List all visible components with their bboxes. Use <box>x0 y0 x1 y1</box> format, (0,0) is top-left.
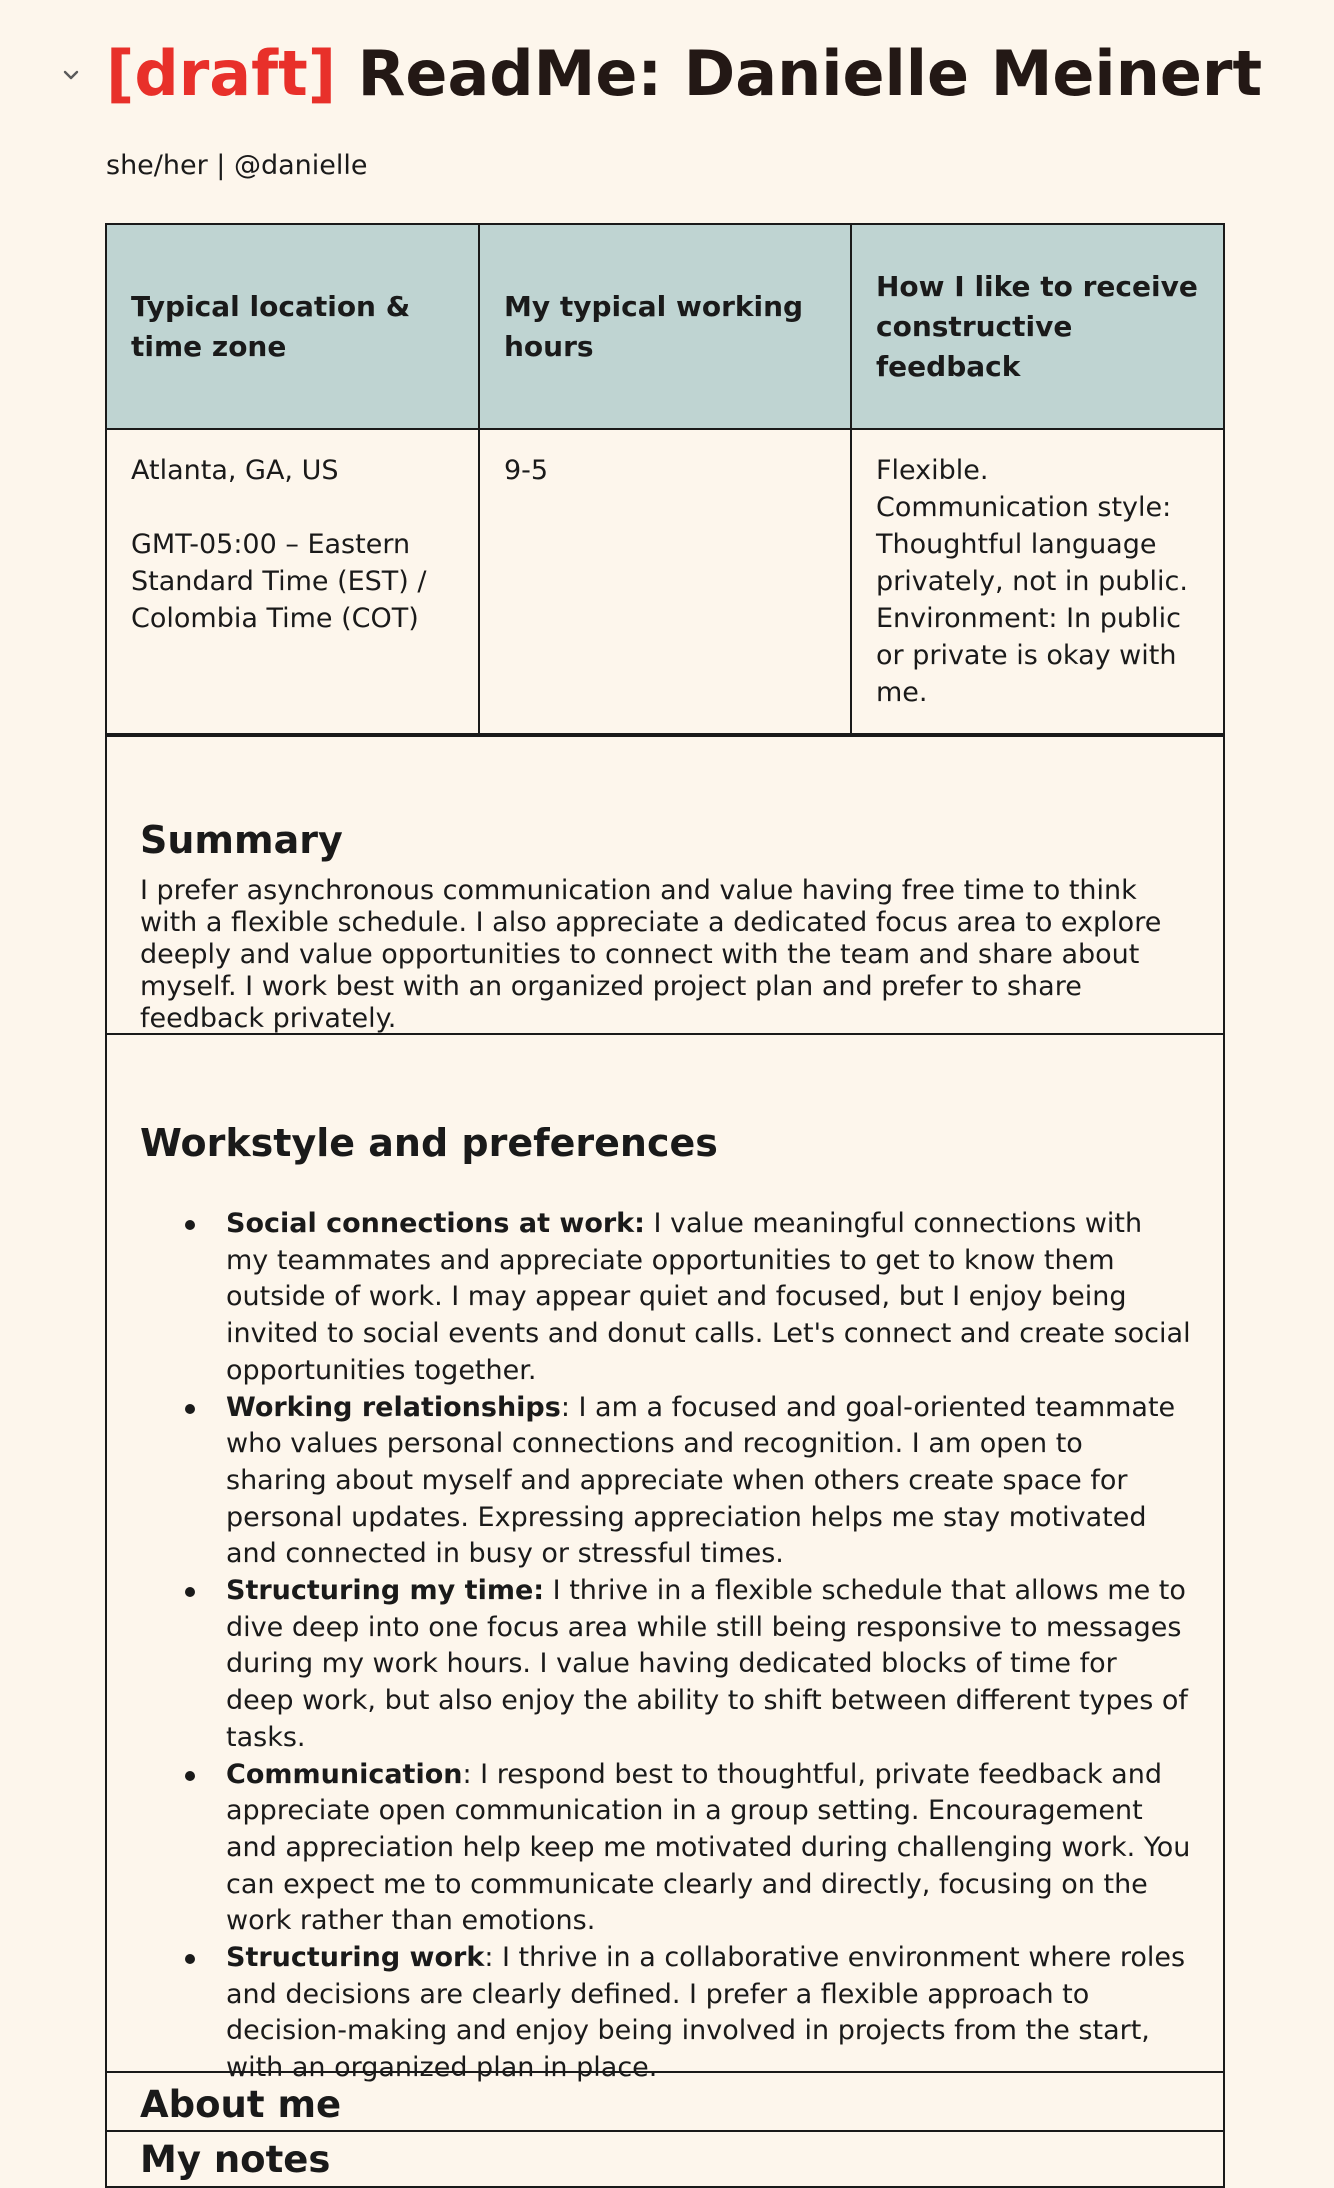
cell-feedback: Flexible. Communication style: Thoughtful language privately, not in public. Environment: In public or private is okay with me. <box>851 429 1223 734</box>
info-table <box>107 225 1223 735</box>
cell-hours: 9-5 <box>479 429 851 734</box>
workstyle-heading: Workstyle and preferences <box>140 1121 718 1165</box>
list-item <box>226 1390 1191 1574</box>
list-item <box>226 1573 1191 1757</box>
my-notes-heading[interactable]: My notes <box>140 2138 331 2181</box>
header-location: Typical location & time zone <box>107 225 479 429</box>
cell-location <box>107 429 479 734</box>
summary-section <box>107 735 1223 1033</box>
item-text: : I respond best to thoughtful, private feedback and appreciate open communication in a group setting. Encouragement and appreciation help keep me motivated during challenging work. You can expect me to communicate clearly and directly, focusing on the work rather than emotions. <box>226 1758 1191 1937</box>
location-timezone: GMT-05:00 – Eastern Standard Time (EST) / Colombia Time (COT) <box>131 529 427 634</box>
item-text: I value meaningful connections with my teammates and appreciate opportunities to get to know them outside of work. I may appear quiet and focused, but I enjoy being invited to social events and donut calls. Let's connect and create social opportunities together. <box>226 1208 1191 1386</box>
list-item <box>226 1940 1191 2087</box>
header-hours: My typical working hours <box>479 225 851 429</box>
readme-document <box>105 223 1225 2188</box>
chevron-down-icon <box>62 69 80 81</box>
item-label: Working relationships <box>226 1391 561 1423</box>
item-label: Structuring my time: <box>226 1575 545 1607</box>
my-notes-section[interactable] <box>107 2130 1223 2186</box>
item-text: : I thrive in a collaborative environment where roles and decisions are clearly defined. I prefer a flexible approach to decision-making and enjoy being involved in projects from the start, with an organized plan in place. <box>226 1942 1186 2084</box>
title-text: ReadMe: Danielle Meinert <box>357 37 1263 110</box>
info-table-header-row <box>107 225 1223 429</box>
list-item <box>226 1757 1191 1941</box>
location-city: Atlanta, GA, US <box>131 455 339 486</box>
collapse-toggle[interactable] <box>56 60 86 90</box>
info-table-row <box>107 429 1223 734</box>
page-title <box>106 34 1262 114</box>
item-label: Structuring work <box>226 1942 485 1974</box>
item-text: : I am a focused and goal-oriented teammate who values personal connections and recognition. I am open to sharing about myself and appreciate when others create space for personal updates. Expressing appreciation helps me stay motivated and connected in busy or stressful times. <box>226 1391 1176 1570</box>
pronouns-handle: she/her | @danielle <box>106 150 368 181</box>
about-me-heading[interactable]: About me <box>140 2083 342 2126</box>
item-label: Communication <box>226 1758 463 1790</box>
workstyle-list <box>140 1206 1191 2087</box>
summary-heading: Summary <box>140 818 343 862</box>
workstyle-section <box>107 1033 1223 2084</box>
item-label: Social connections at work: <box>226 1208 645 1239</box>
cell-spacer <box>131 489 454 526</box>
draft-tag: [draft] <box>106 37 337 110</box>
list-item <box>226 1206 1191 1390</box>
item-text: I thrive in a flexible schedule that allows me to dive deep into one focus area while still being responsive to messages during my work hours. I value having dedicated blocks of time for deep work, but also enjoy the ability to shift between different types of tasks. <box>226 1575 1188 1753</box>
summary-text: I prefer asynchronous communication and value having free time to think with a flexible schedule. I also appreciate a dedicated focus area to explore deeply and value opportunities to connect with the team and share about myself. I work best with an organized project plan and prefer to share feedback privately. <box>140 875 1162 1034</box>
header-feedback: How I like to receive constructive feedback <box>851 225 1223 429</box>
